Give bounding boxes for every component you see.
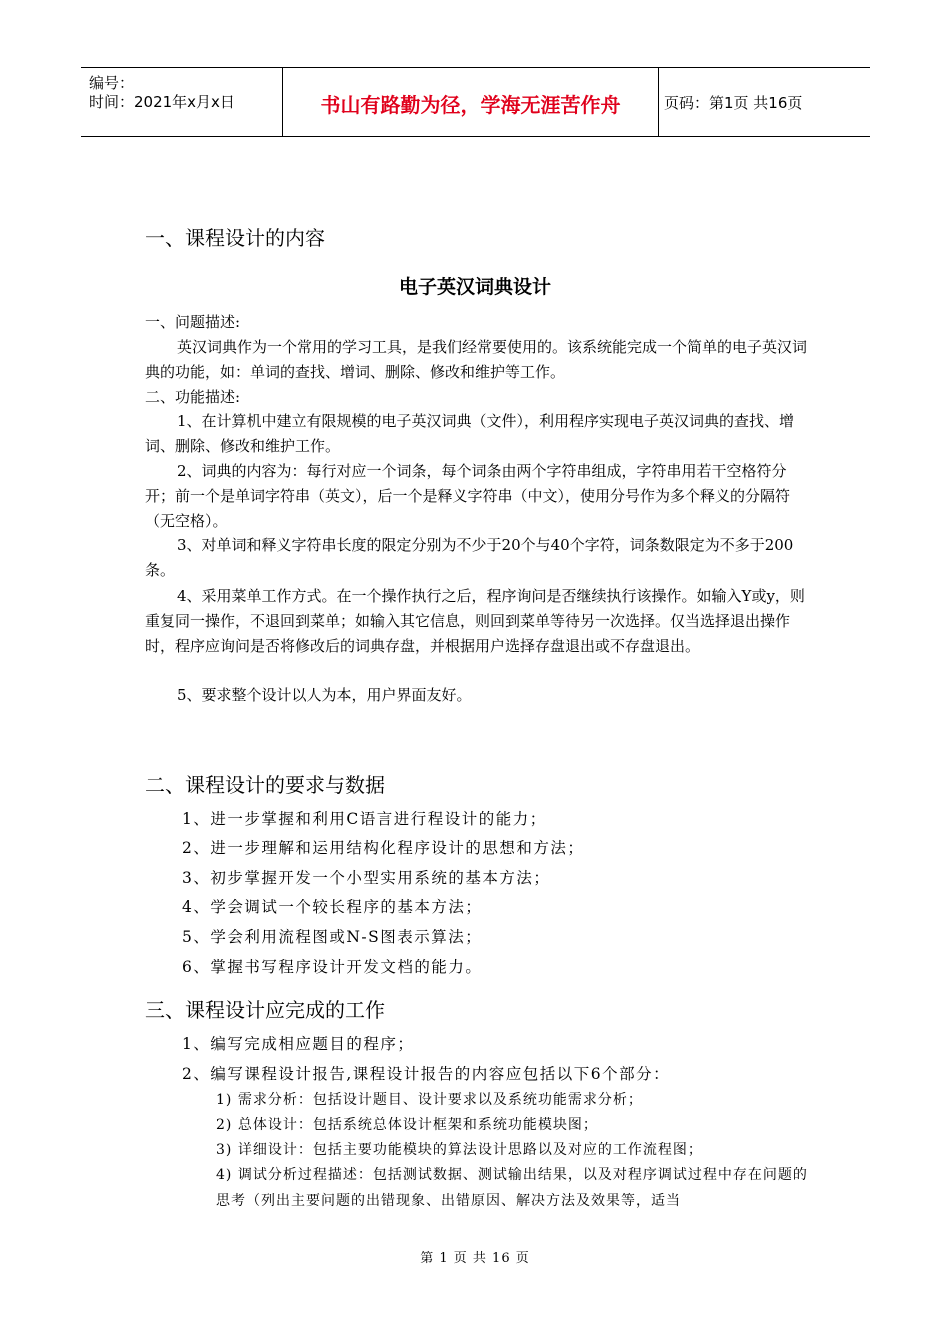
function-label: 二、功能描述: xyxy=(145,388,241,406)
report-part: 3) 详细设计：包括主要功能模块的算法设计思路以及对应的工作流程图； xyxy=(216,1142,703,1158)
header-page-info: 页码：第1页 共16页 xyxy=(664,93,803,112)
section1-heading: 一、课程设计的内容 xyxy=(145,226,325,250)
header-meta xyxy=(81,68,281,136)
header-number: 编号： xyxy=(89,74,135,92)
problem-label: 一、问题描述: xyxy=(145,313,241,331)
section3-heading: 三、课程设计应完成的工作 xyxy=(145,998,385,1022)
requirement-item: 6、掌握书写程序设计开发文档的能力。 xyxy=(182,958,483,976)
report-part: 2) 总体设计：包括系统总体设计框架和系统功能模块图； xyxy=(216,1117,598,1133)
document-title: 电子英汉词典设计 xyxy=(398,276,551,298)
requirement-item: 3、初步掌握开发一个小型实用系统的基本方法； xyxy=(182,869,551,887)
section2-heading: 二、课程设计的要求与数据 xyxy=(145,773,385,797)
work-item: 2、编写课程设计报告,课程设计报告的内容应包括以下6个部分： xyxy=(182,1065,671,1083)
report-part: 4) 调试分析过程描述：包括测试数据、测试输出结果，以及对程序调试过程中存在问题的思考（列出主要问题的出错现象、出错原因、解决方法及效果等，适当 xyxy=(216,1167,808,1209)
page-header xyxy=(81,67,870,137)
header-motto-cell xyxy=(283,68,658,136)
requirement-item: 5、学会利用流程图或N-S图表示算法； xyxy=(182,928,483,946)
header-time: 时间：2021年x月x日 xyxy=(89,93,235,111)
function-item: 4、采用菜单工作方式。在一个操作执行之后，程序询问是否继续执行该操作。如输入Y或y，则重复同一操作，不退回到菜单；如输入其它信息，则回到菜单等待另一次选择。仅当选择退出操作时，程序应询问是否将修改后的词典存盘，并根据用户选择存盘退出或不存盘退出。 xyxy=(145,587,805,655)
requirement-item: 4、学会调试一个较长程序的基本方法； xyxy=(182,898,483,916)
problem-text: 英汉词典作为一个常用的学习工具，是我们经常要使用的。该系统能完成一个简单的电子英汉词典的功能，如：单词的查找、增词、删除、修改和维护等工作。 xyxy=(145,338,808,381)
page-footer: 第 1 页 共 16 页 xyxy=(420,1251,530,1266)
header-divider xyxy=(658,68,659,136)
work-item: 1、编写完成相应题目的程序； xyxy=(182,1035,415,1053)
requirement-item: 2、进一步理解和运用结构化程序设计的思想和方法； xyxy=(182,839,585,857)
function-item: 2、词典的内容为：每行对应一个词条，每个词条由两个字符串组成，字符串用若干空格符分开；前一个是单词字符串（英文），后一个是释义字符串（中文），使用分号作为多个释义的分隔符（无空格）。 xyxy=(145,462,791,530)
function-item: 5、要求整个设计以人为本，用户界面友好。 xyxy=(177,686,472,704)
report-part: 1) 需求分析：包括设计题目、设计要求以及系统功能需求分析； xyxy=(216,1092,643,1108)
requirement-item: 1、进一步掌握和利用C语言进行程设计的能力； xyxy=(182,810,547,828)
header-motto: 书山有路勤为径，学海无涯苦作舟 xyxy=(320,93,621,117)
function-item: 3、对单词和释义字符串长度的限定分别为不少于20个与40个字符，词条数限定为不多于200条。 xyxy=(145,536,794,579)
function-item: 1、在计算机中建立有限规模的电子英汉词典（文件），利用程序实现电子英汉词典的查找、增词、删除、修改和维护工作。 xyxy=(145,412,795,455)
